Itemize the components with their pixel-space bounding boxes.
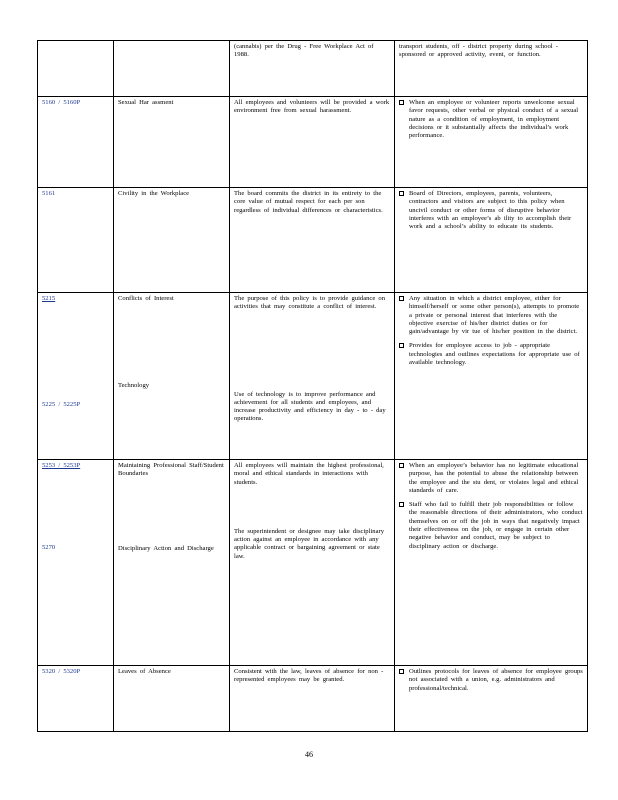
policy-number-link[interactable]: 5253 / 5253P bbox=[42, 462, 81, 469]
example-text: Board of Directors, employees, parents, volunteers, contractors and visitors are subject to this policy when uncivil conduct or other forms of disruptive behavior interferes with an employee’s ab ility to accomplish their work and a school’s ability to educate its students. bbox=[409, 190, 572, 231]
policy-description-cell bbox=[230, 460, 395, 666]
checkbox-bullet-item bbox=[399, 668, 583, 693]
table-row bbox=[38, 41, 588, 97]
checkbox-bullet-icon bbox=[399, 669, 404, 674]
table-row bbox=[38, 188, 588, 293]
checkbox-bullet-item bbox=[399, 342, 583, 367]
policy-title: Conflicts of Interest bbox=[118, 295, 174, 302]
policy-description-cell bbox=[230, 293, 395, 460]
policy-description-cell: The board commits the district in its entirety to the core value of mutual respect for each per son regardless of individual differences or characteristics. bbox=[230, 188, 395, 293]
checkbox-bullet-item bbox=[399, 501, 583, 551]
policy-title-cell: Leaves of Absence bbox=[114, 666, 230, 732]
policy-description: All employees will maintain the highest professional, moral and ethical standards in interactions with students. bbox=[234, 462, 384, 486]
checkbox-bullet-item bbox=[399, 99, 583, 140]
checkbox-bullet-icon bbox=[399, 191, 404, 196]
policy-title: Maintaining Professional Staff/Student Boundaries bbox=[118, 462, 224, 478]
example-text: When an employee’s behavior has no legitimate educational purpose, has the potential to abuse the relationship between the employee and the stu dent, or violates legal and ethical standards of care. bbox=[409, 462, 579, 494]
example-text: Any situation in which a district employee, either for himself/herself or some other person(s), attempts to promote a private or personal interest that interferes with the objective exercise of his/her district duties or for gain/advantage by vir tue of his/her position in the district. bbox=[409, 295, 580, 336]
policy-title-cell bbox=[114, 460, 230, 666]
checkbox-bullet-item bbox=[399, 190, 583, 231]
policy-number-cell bbox=[38, 97, 114, 188]
example-text: When an employee or volunteer reports unwelcome sexual favor requests, other verbal or physical conduct of a sexual nature as a condition of employment, in employment decisions or it substantially affects the individual’s work performance. bbox=[409, 99, 579, 140]
policy-title: Technology bbox=[118, 382, 150, 390]
table-row bbox=[38, 97, 588, 188]
policy-number: 5161 bbox=[42, 190, 56, 197]
checkbox-bullet-icon bbox=[399, 343, 404, 348]
policy-description: The superintendent or designee may take disciplinary action against an employee in accordance with any applicable contract or bargaining agreement or state law. bbox=[234, 527, 384, 560]
policy-table bbox=[37, 40, 588, 732]
policy-number-link[interactable]: 5215 bbox=[42, 295, 56, 302]
policy-description-cell: All employees and volunteers will be provided a work environment free from sexual harassment. bbox=[230, 97, 395, 188]
table-row bbox=[38, 460, 588, 666]
checkbox-bullet-item bbox=[399, 295, 583, 336]
policy-description-cell: Consistent with the law, leaves of absence for non - represented employees may be granted. bbox=[230, 666, 395, 732]
policy-example-cell bbox=[395, 460, 588, 666]
example-text: Staff who fail to fulfill their job responsibilities or follow the reasonable directions of their administrators, who conduct themselves on or off the job in ways that negatively impact their effectiveness on the job, or engage in certain other negative behavior and conduct, may be subject to disciplinary action or discharge. bbox=[409, 501, 583, 550]
policy-title-cell: Civility in the Workplace bbox=[114, 188, 230, 293]
policy-description-cell: (cannabis) per the Drug - Free Workplace Act of 1988. bbox=[230, 41, 395, 97]
checkbox-bullet-icon bbox=[399, 463, 404, 468]
policy-title-cell: Sexual Har assment bbox=[114, 97, 230, 188]
policy-number: 5320 / 5320P bbox=[42, 668, 81, 675]
page-number: 46 bbox=[305, 750, 313, 759]
policy-number-cell bbox=[38, 460, 114, 666]
policy-example-cell bbox=[395, 666, 588, 732]
policy-number: 5270 bbox=[42, 544, 56, 552]
policy-number-cell bbox=[38, 293, 114, 460]
policy-example-cell bbox=[395, 293, 588, 460]
table-row bbox=[38, 666, 588, 732]
policy-example-cell bbox=[395, 97, 588, 188]
checkbox-bullet-icon bbox=[399, 100, 404, 105]
table-row bbox=[38, 293, 588, 460]
checkbox-bullet-icon bbox=[399, 296, 404, 301]
policy-number: 5160 / 5160P bbox=[42, 99, 81, 106]
policy-title-cell bbox=[114, 41, 230, 97]
policy-example-cell: transport students, off - district property during school - sponsored or approved activity, event, or function. bbox=[395, 41, 588, 97]
policy-number-cell bbox=[38, 666, 114, 732]
policy-description: The purpose of this policy is to provide guidance on activities that may constitute a conflict of interest. bbox=[234, 295, 386, 311]
policy-title-cell bbox=[114, 293, 230, 460]
policy-number-cell bbox=[38, 188, 114, 293]
policy-example-cell bbox=[395, 188, 588, 293]
checkbox-bullet-icon bbox=[399, 502, 404, 507]
example-text: Outlines protocols for leaves of absence for employee groups not associated with a union, e.g. administrators and professional/technical. bbox=[409, 668, 583, 692]
example-text: Provides for employee access to job - appropriate technologies and outlines expectations for appropriate use of available technology. bbox=[409, 342, 580, 367]
policy-number-cell bbox=[38, 41, 114, 97]
checkbox-bullet-item bbox=[399, 462, 583, 495]
policy-description: Use of technology is to improve performance and achievement for all students and employees, and increase productivity and efficiency in day - to - day operations. bbox=[234, 390, 386, 423]
policy-number: 5225 / 5225P bbox=[42, 401, 81, 409]
policy-title: Disciplinary Action and Discharge bbox=[118, 544, 214, 552]
